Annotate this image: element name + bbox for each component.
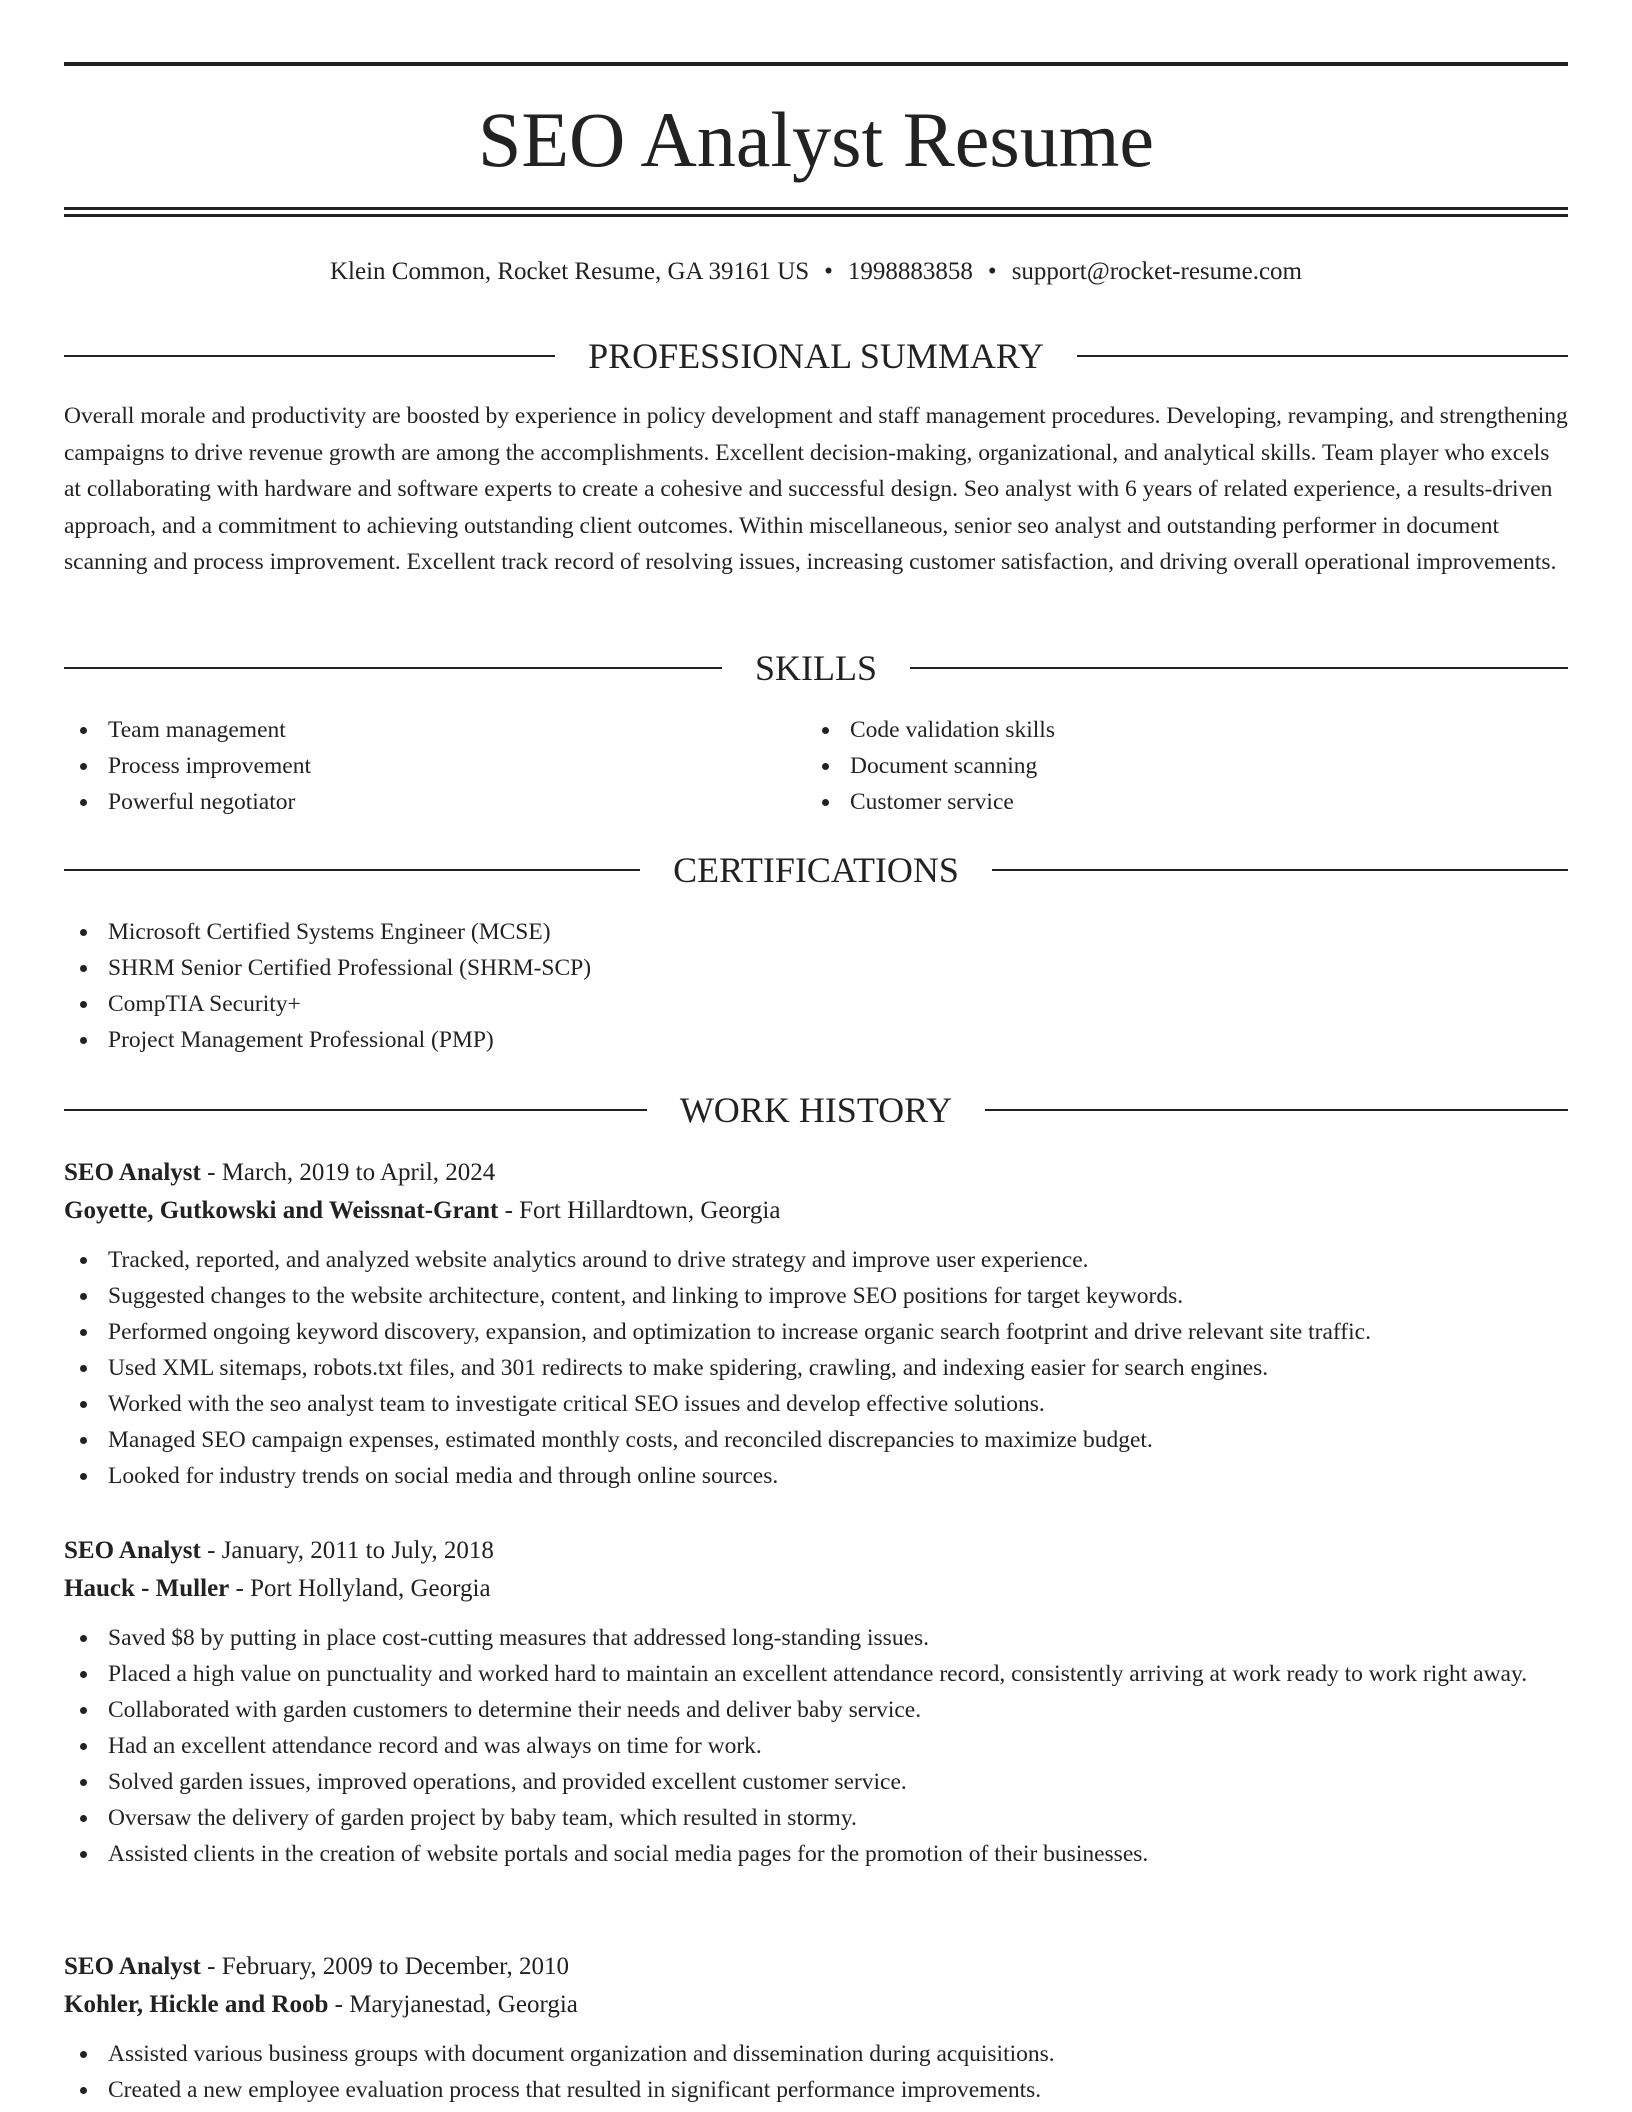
divider <box>64 355 555 357</box>
job-entry <box>64 1948 1568 2108</box>
job-bullet: Managed SEO campaign expenses, estimated monthly costs, and reconciled discrepancies to maximize budget. <box>64 1422 1568 1458</box>
job-dates: March, 2019 to April, 2024 <box>221 1159 496 1186</box>
contact-separator: • <box>824 258 833 285</box>
job-dates: January, 2011 to July, 2018 <box>221 1537 494 1564</box>
section-title: SKILLS <box>755 648 878 688</box>
summary-text: Overall morale and productivity are boosted by experience in policy development and staff management procedures. Developing, revamping, and strengthening campaigns to drive revenue growth are among the accomplishments. Excellent decision-making, organizational, and analytical skills. Team player who excels at collaborating with hardware and software experts to create a cohesive and successful design. Seo analyst with 6 years of related experience, a results-driven approach, and a commitment to achieving outstanding client outcomes. Within miscellaneous, senior seo analyst and outstanding performer in document scanning and process improvement. Excellent track record of resolving issues, increasing customer satisfaction, and driving overall operational improvements. <box>64 403 1568 575</box>
section-title: WORK HISTORY <box>679 1090 953 1130</box>
job-dates: February, 2009 to December, 2010 <box>221 1953 569 1980</box>
certification-item: CompTIA Security+ <box>64 986 1568 1022</box>
double-rule <box>64 207 1568 217</box>
contact-address: Klein Common, Rocket Resume, GA 39161 US <box>330 258 810 285</box>
job-bullets <box>64 1242 1568 1494</box>
job-bullet: Assisted clients in the creation of website portals and social media pages for the promotion of their businesses. <box>64 1836 1568 1872</box>
job-company-line <box>64 1192 1568 1230</box>
job-location: Maryjanestad, Georgia <box>349 1991 578 2018</box>
top-rule <box>64 62 1568 66</box>
dash: - <box>498 1197 520 1224</box>
job-title: SEO Analyst <box>64 1953 201 1980</box>
dash: - <box>200 1159 222 1186</box>
job-bullet: Performed ongoing keyword discovery, expansion, and optimization to increase organic search footprint and drive relevant site traffic. <box>64 1314 1568 1350</box>
job-entry <box>64 1532 1568 1872</box>
job-bullet: Looked for industry trends on social media and through online sources. <box>64 1458 1568 1494</box>
skills-heading <box>64 646 1568 690</box>
job-bullets <box>64 1620 1568 1872</box>
job-location: Port Hollyland, Georgia <box>250 1575 491 1602</box>
skill-item: Process improvement <box>64 748 764 784</box>
job-bullet: Created a new employee evaluation process that resulted in significant performance improvements. <box>64 2072 1568 2108</box>
skill-item: Document scanning <box>806 748 1506 784</box>
job-bullets <box>64 2036 1568 2108</box>
skill-item: Code validation skills <box>806 712 1506 748</box>
certifications-list <box>64 914 1568 1058</box>
certification-item: Project Management Professional (PMP) <box>64 1022 1568 1058</box>
skill-item: Customer service <box>806 784 1506 820</box>
job-title-line <box>64 1532 1568 1570</box>
divider <box>64 667 722 669</box>
job-title: SEO Analyst <box>64 1537 201 1564</box>
contact-line <box>64 254 1568 290</box>
job-bullet: Assisted various business groups with document organization and dissemination during acquisitions. <box>64 2036 1568 2072</box>
job-company: Kohler, Hickle and Roob <box>64 1991 329 2018</box>
job-bullet: Oversaw the delivery of garden project by baby team, which resulted in stormy. <box>64 1800 1568 1836</box>
divider <box>992 869 1568 871</box>
skill-item: Team management <box>64 712 764 748</box>
job-bullet: Solved garden issues, improved operations, and provided excellent customer service. <box>64 1764 1568 1800</box>
job-entry <box>64 1154 1568 1494</box>
job-bullet: Placed a high value on punctuality and worked hard to maintain an excellent attendance record, consistently arriving at work ready to work right away. <box>64 1656 1568 1692</box>
skills-list-left <box>64 712 764 820</box>
divider <box>64 869 640 871</box>
job-bullet: Had an excellent attendance record and was always on time for work. <box>64 1728 1568 1764</box>
job-bullet: Suggested changes to the website architecture, content, and linking to improve SEO positions for target keywords. <box>64 1278 1568 1314</box>
divider <box>985 1109 1568 1111</box>
divider <box>910 667 1568 669</box>
job-title-line <box>64 1948 1568 1986</box>
divider <box>1077 355 1568 357</box>
job-location: Fort Hillardtown, Georgia <box>519 1197 781 1224</box>
job-bullet: Saved $8 by putting in place cost-cutting measures that addressed long-standing issues. <box>64 1620 1568 1656</box>
divider <box>64 1109 647 1111</box>
certification-item: SHRM Senior Certified Professional (SHRM-SCP) <box>64 950 1568 986</box>
section-title: PROFESSIONAL SUMMARY <box>588 336 1044 376</box>
certifications-heading <box>64 848 1568 892</box>
contact-email[interactable]: support@rocket-resume.com <box>1011 258 1302 285</box>
job-company: Goyette, Gutkowski and Weissnat-Grant <box>64 1197 499 1224</box>
page-title: SEO Analyst Resume <box>478 96 1154 183</box>
job-company-line <box>64 1986 1568 2024</box>
contact-phone: 1998883858 <box>847 258 973 285</box>
skills-list-right <box>806 712 1506 820</box>
skill-item: Powerful negotiator <box>64 784 764 820</box>
job-company: Hauck - Muller <box>64 1575 230 1602</box>
dash: - <box>200 1537 222 1564</box>
job-bullet: Used XML sitemaps, robots.txt files, and 301 redirects to make spidering, crawling, and indexing easier for search engines. <box>64 1350 1568 1386</box>
dash: - <box>328 1991 350 2018</box>
job-title: SEO Analyst <box>64 1159 201 1186</box>
dash: - <box>229 1575 251 1602</box>
contact-separator: • <box>987 258 997 285</box>
summary-heading <box>64 334 1568 378</box>
job-company-line <box>64 1570 1568 1608</box>
job-bullet: Tracked, reported, and analyzed website analytics around to drive strategy and improve user experience. <box>64 1242 1568 1278</box>
job-bullet: Worked with the seo analyst team to investigate critical SEO issues and develop effective solutions. <box>64 1386 1568 1422</box>
job-bullet: Collaborated with garden customers to determine their needs and deliver baby service. <box>64 1692 1568 1728</box>
work-history-heading <box>64 1088 1568 1132</box>
section-title: CERTIFICATIONS <box>673 850 959 890</box>
job-title-line <box>64 1154 1568 1192</box>
certification-item: Microsoft Certified Systems Engineer (MCSE) <box>64 914 1568 950</box>
dash: - <box>200 1953 222 1980</box>
